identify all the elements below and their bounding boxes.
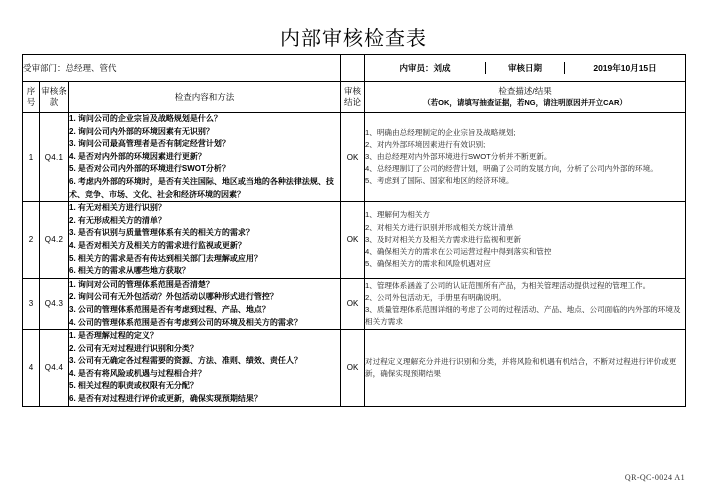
- check-question: 5. 相关方的需求是否有传达到相关部门去理解或应用？: [69, 253, 262, 263]
- cell-seq: 3: [23, 278, 40, 329]
- result-line: 2、对内外部环境因素进行有效识别;: [365, 139, 486, 149]
- check-question: 5. 相关过程的职责或权限有无分配？: [69, 381, 198, 391]
- info-row: [23, 55, 686, 82]
- table-body: [23, 113, 686, 407]
- cell-conclusion: OK: [341, 330, 365, 407]
- cell-check-content: [69, 113, 341, 202]
- audit-date-value: 2019年10月15日: [565, 62, 686, 74]
- col-header-conclusion-line2: 结论: [344, 97, 362, 107]
- result-line: 3、由总经理对内外部环境进行SWOT分析并不断更新。: [365, 151, 552, 161]
- result-line: 1、理解何为相关方: [365, 210, 430, 220]
- check-question: 3. 询问公司最高管理者是否有制定经营计划？: [69, 139, 230, 149]
- check-question: 2. 公司有无对过程进行识别和分类？: [69, 343, 198, 353]
- col-header-clause-line2: 款: [49, 97, 59, 107]
- cell-clause: Q4.4: [40, 330, 69, 407]
- col-header-clause: [40, 82, 69, 113]
- check-question: 1. 询问对公司的管理体系范围是否清楚？: [69, 279, 214, 289]
- cell-seq: 1: [23, 113, 40, 202]
- table-row: [23, 278, 686, 329]
- check-question: 1. 有无对相关方进行识别？: [69, 203, 166, 213]
- result-line: 3、及时对相关方及相关方需求进行监视和更新: [365, 234, 522, 244]
- cell-conclusion: OK: [341, 113, 365, 202]
- table-row: [23, 202, 686, 279]
- cell-clause: Q4.1: [40, 113, 69, 202]
- check-question: 4. 是否对相关方及相关方的需求进行监视或更新？: [69, 240, 246, 250]
- cell-check-content: [69, 278, 341, 329]
- auditor-cell-spacer: [341, 55, 365, 82]
- result-line: 2、公司外包活动无，手册里有明确说明。: [365, 292, 506, 302]
- col-header-seq: [23, 82, 40, 113]
- cell-result: [365, 278, 686, 329]
- cell-seq: 4: [23, 330, 40, 407]
- check-question: 2. 有无形成相关方的清单？: [69, 215, 166, 225]
- check-question: 6. 考虑内外部的环境时，是否有关注国际、地区或当地的各种法律法规、技术、竞争、市场、文化、社会和经济环境的因素？: [69, 176, 334, 199]
- check-question: 3. 公司有无确定各过程需要的资源、方法、准则、绩效、责任人？: [69, 356, 302, 366]
- cell-check-content: [69, 202, 341, 279]
- check-question: 1. 询问公司的企业宗旨及战略规划是什么？: [69, 114, 222, 123]
- result-line: 4、总经理制订了公司的经营计划，明确了公司的发展方向，分析了公司内外部的环境。: [365, 164, 658, 174]
- col-header-conclusion-line1: 审核: [344, 86, 362, 96]
- check-question: 6. 相关方的需求从哪些地方获取？: [69, 266, 190, 276]
- cell-check-content: [69, 330, 341, 407]
- cell-result: [365, 113, 686, 202]
- col-header-seq-line1: 序: [26, 86, 36, 96]
- cell-clause: Q4.2: [40, 202, 69, 279]
- result-line: 5、考虑到了国际、国家和地区的经济环境。: [365, 176, 514, 186]
- col-header-result-title: 检查描述/结果: [498, 86, 552, 96]
- table-row: [23, 113, 686, 202]
- check-question: 3. 公司的管理体系范围是否有考虑到过程、产品、地点？: [69, 304, 270, 314]
- table-header-row: [23, 82, 686, 113]
- result-line: 对过程定义理解充分并进行识别和分类，并将风险和机遇有机结合，不断对过程进行评价或更新，确保实现预期结果: [365, 356, 677, 378]
- check-question: 6. 是否有对过程进行评价或更新，确保实现预期结果？: [69, 394, 262, 404]
- form-code: QR-QC-0024 A1: [624, 473, 685, 482]
- result-line: 1、明确由总经理制定的企业宗旨及战略规划;: [365, 127, 516, 137]
- cell-clause: Q4.3: [40, 278, 69, 329]
- audit-checklist-table: [22, 54, 686, 407]
- cell-conclusion: OK: [341, 278, 365, 329]
- cell-conclusion: OK: [341, 202, 365, 279]
- result-line: 4、确保相关方的需求在公司运营过程中得到落实和管控: [365, 247, 552, 257]
- check-question: 1. 是否理解过程的定义？: [69, 331, 158, 341]
- col-header-result-sub: （若OK，请填写抽查证据，若NG，请注明原因并开立CAR）: [423, 98, 627, 107]
- result-line: 1、管理体系涵盖了公司的认证范围所有产品，为相关管理活动提供过程的管理工作。: [365, 280, 651, 290]
- result-line: 2、对相关方进行识别并形成相关方统计清单: [365, 222, 514, 232]
- cell-seq: 2: [23, 202, 40, 279]
- check-question: 2. 询问公司内外部的环境因素有无识别？: [69, 126, 214, 136]
- check-question: 4. 是否对内外部的环境因素进行更新？: [69, 151, 206, 161]
- page-title: 内部审核检查表: [280, 28, 427, 50]
- cell-result: [365, 202, 686, 279]
- table-row: [23, 330, 686, 407]
- audit-date-label: 审核日期: [486, 62, 565, 74]
- result-line: 3、质量管理体系范围详细的考虑了公司的过程活动、产品、地点、公司面临的内外部的环境及相关方需求: [365, 304, 681, 327]
- col-header-result: [365, 82, 686, 113]
- auditor-date-group: [365, 55, 686, 82]
- auditor-name-cell: 内审员：刘成: [399, 63, 451, 73]
- col-header-clause-line1: 审核条: [41, 86, 67, 96]
- audited-department-cell: 受审部门：总经理、管代: [23, 55, 341, 82]
- check-question: 5. 是否对公司内外部的环境进行SWOT分析？: [69, 164, 230, 174]
- check-question: 3. 是否有识别与质量管理体系有关的相关方的需求？: [69, 228, 254, 238]
- cell-result: [365, 330, 686, 407]
- col-header-seq-line2: 号: [26, 97, 36, 107]
- check-question: 2. 询问公司有无外包活动？外包活动以哪种形式进行管控？: [69, 292, 278, 302]
- col-header-conclusion: [341, 82, 365, 113]
- col-header-content: 检查内容和方法: [69, 82, 341, 113]
- check-question: 4. 公司的管理体系范围是否有考虑到公司的环境及相关方的需求？: [69, 317, 302, 327]
- check-question: 4. 是否有将风险或机遇与过程相合并？: [69, 368, 206, 378]
- result-line: 5、确保相关方的需求和风险机遇对应: [365, 259, 491, 269]
